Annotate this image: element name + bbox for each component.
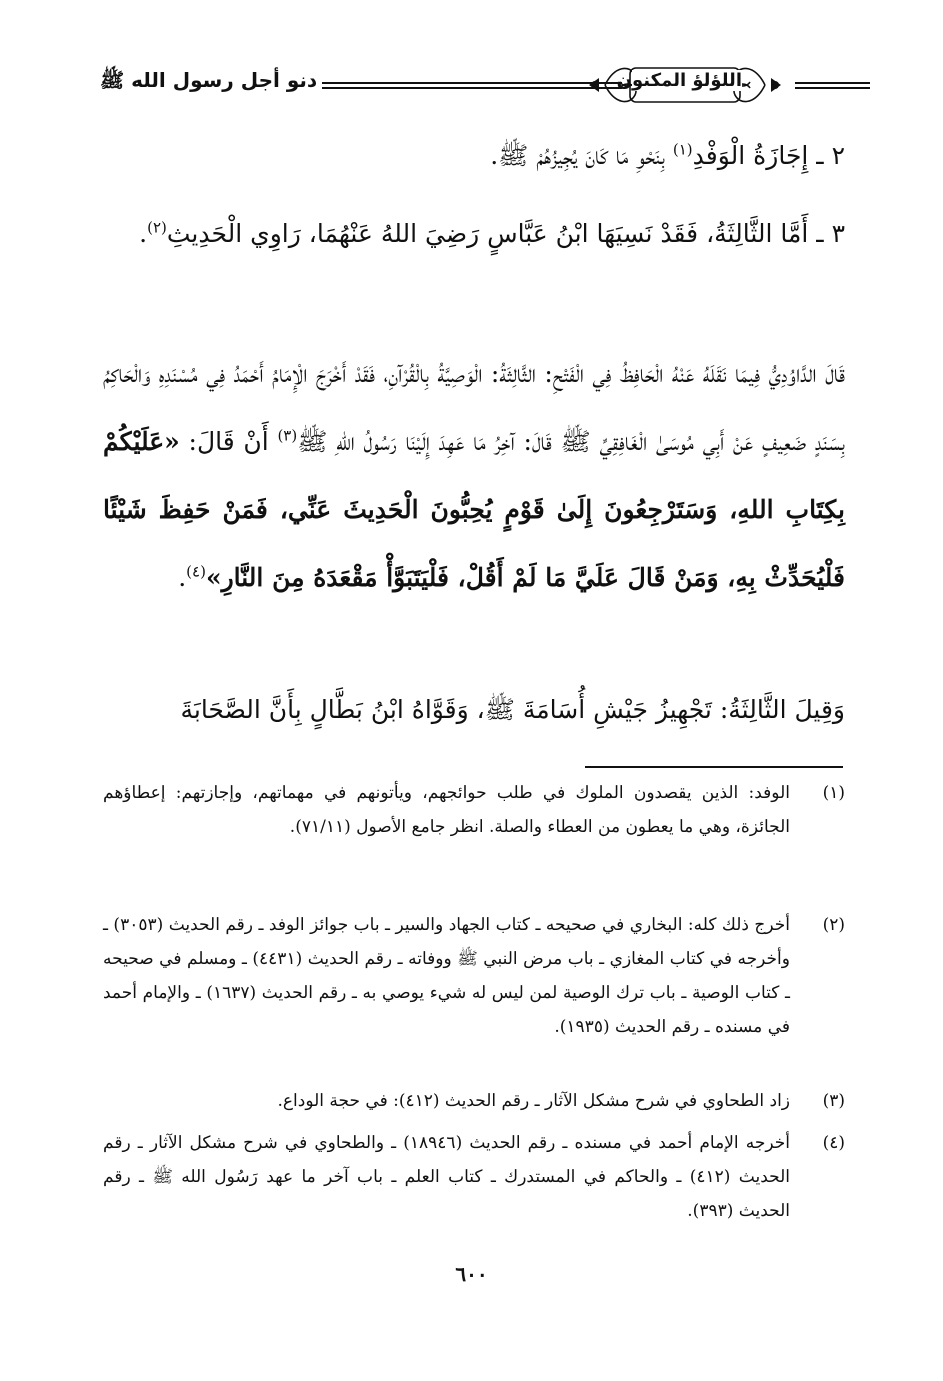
footnote-number: (٢): [822, 915, 845, 935]
footnote-text: أخرجه الإمام أحمد في مسنده ـ رقم الحديث (١٨٩٤٦) ـ والطحاوي في شرح مشكل الآثار ـ رقم الحديث (٤١٢) ـ والحاكم في المستدرك ـ كتاب العلم ـ باب آخر ما عهد رَسُول الله ﷺ ـ رقم الحديث (٣٩٣).: [103, 1133, 790, 1221]
header-double-rule-left: [322, 82, 622, 89]
book-title: اللؤلؤ المكنون: [616, 70, 742, 91]
paragraph-text: ٣ ـ أَمَّا الثَّالِثَةُ، فَقَدْ نَسِيَهَا ابْنُ عَبَّاسٍ رَضِيَ اللهُ عَنْهُمَا، رَاوِي الْحَدِيثِ: [166, 219, 845, 248]
footnote-ref-2[interactable]: (٢): [147, 218, 167, 237]
chapter-title: دنو أجل رسول الله ﷺ: [100, 68, 318, 92]
page-header: [60, 60, 870, 120]
paragraph-item-3: [103, 200, 845, 268]
footnote-separator: [585, 766, 843, 768]
footnote-text: الوفد: الذين يقصدون الملوك في طلب حوائجهم، ويأتونهم في مهماتهم، وإجازتهم: إعطاؤهم الجائزة، وهي ما يعطون من العطاء والصلة. انظر جامع الأصول (٧١/١١).: [103, 783, 790, 837]
footnote-ref-4[interactable]: (٤): [186, 562, 206, 581]
footnote-text: زاد الطحاوي في شرح مشكل الآثار ـ رقم الحديث (٤١٢): في حجة الوداع.: [277, 1091, 790, 1111]
paragraph-text: بِنَحْوِ مَا كَانَ يُجِيزُهُمْ ﷺ.: [490, 141, 673, 170]
paragraph-text: ٢ ـ إِجَازَةُ الْوَفْدِ: [692, 141, 845, 170]
paragraph-usama: [103, 676, 845, 744]
paragraph-text: .: [178, 563, 187, 592]
footnote-4: [103, 1126, 845, 1228]
paragraph-item-2: [103, 122, 845, 190]
footnote-number: (١): [822, 783, 845, 803]
page-number: ٦٠٠: [455, 1262, 488, 1286]
paragraph-text: .: [139, 219, 148, 248]
paragraph-text: وَقِيلَ الثَّالِثَةُ: تَجْهِيزُ جَيْشِ أُسَامَةَ ﷺ، وَقَوَّاهُ ابْنُ بَطَّالٍ بِأَنَّ الصَّحَابَةَ: [180, 695, 845, 724]
paragraph-text: أَنْ قَالَ:: [179, 427, 278, 456]
footnote-number: (٣): [822, 1091, 845, 1111]
paragraph-text: قَالَ الدَّاوُدِيُّ فِيمَا نَقَلَهُ عَنْهُ الْحَافِظُ فِي الْفَتْحِ: الثَّالِثَةُ: الْوَصِيَّةُ بِالْقُرْآنِ، فَقَدْ أَخْرَجَ الْإِمَامُ أَحْمَدُ فِي مُسْنَدِهِ وَالْحَاكِمُ بِسَنَدٍ ضَعِيفٍ عَنْ أَبِي مُوسَىٰ الْغَافِقِيِّ ﷺ قَالَ: آخِرُ مَا عَهِدَ إِلَيْنَا رَسُولُ اللهِ ﷺ: [103, 359, 845, 456]
footnote-ref-3[interactable]: (٣): [277, 426, 298, 445]
hadith-quote: «عَلَيْكُمْ بِكِتَابِ اللهِ، وَسَتَرْجِعُونَ إِلَىٰ قَوْمٍ يُحِبُّونَ الْحَدِيثَ عَنِّي، فَمَنْ حَفِظَ شَيْئًا فَلْيُحَدِّثْ بِهِ، وَمَنْ قَالَ عَلَيَّ مَا لَمْ أَقُلْ، فَلْيَتَبَوَّأْ مَقْعَدَهُ مِنَ النَّارِ»: [103, 427, 845, 592]
paragraph-dawudi: [103, 340, 845, 612]
footnote-text: أخرج ذلك كله: البخاري في صحيحه ـ كتاب الجهاد والسير ـ باب جوائز الوفد ـ رقم الحديث (٣٠٥٣) ـ وأخرجه في كتاب المغازي ـ باب مرض النبي ﷺ ووفاته ـ رقم الحديث (٤٤٣١) ـ ومسلم في صحيحه ـ كتاب الوصية ـ باب ترك الوصية لمن ليس له شيء يوصي به ـ رقم الحديث (١٦٣٧) ـ والإمام أحمد في مسنده ـ رقم الحديث (١٩٣٥).: [103, 915, 790, 1037]
footnote-2: [103, 908, 845, 1044]
footnote-1: [103, 776, 845, 844]
header-double-rule-right: [795, 82, 870, 89]
footnote-3: [103, 1084, 845, 1118]
footnote-number: (٤): [822, 1133, 845, 1153]
footnote-ref-1[interactable]: (١): [672, 140, 693, 159]
